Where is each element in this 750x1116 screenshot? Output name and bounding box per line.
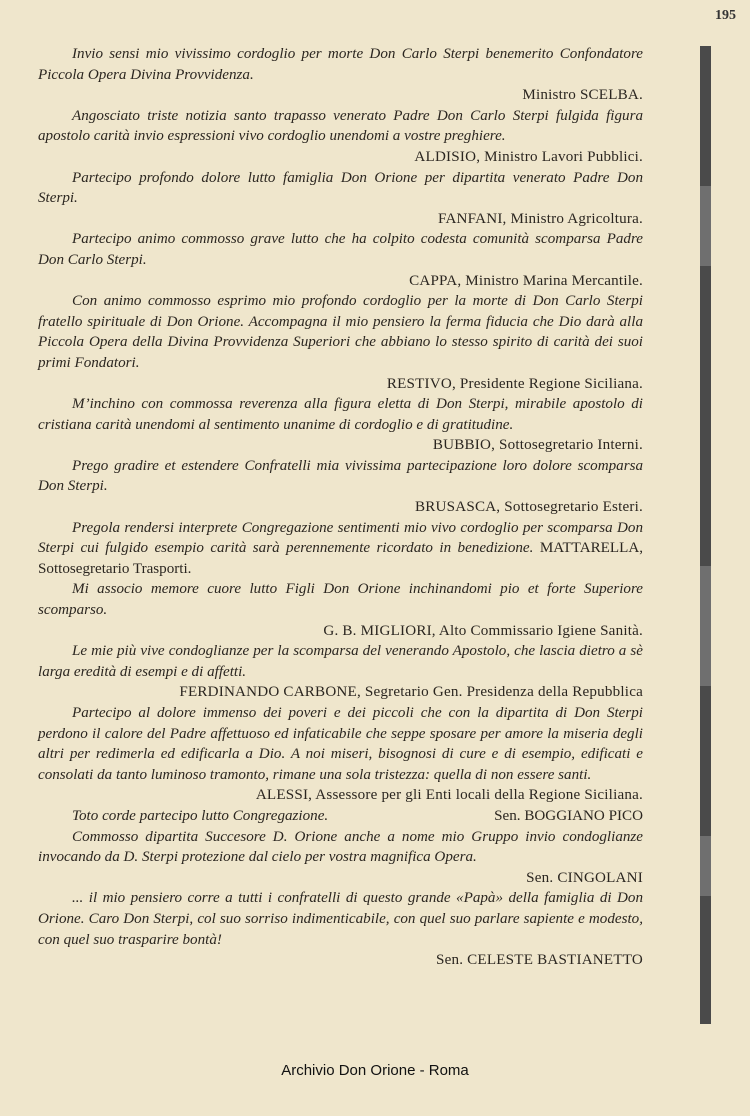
message-text: Mi associo memore cuore lutto Figli Don Orione inchinandomi pio et forte Superiore scomparso.: [38, 581, 643, 619]
message-scelba: [38, 44, 643, 106]
message-text: Partecipo al dolore immenso dei poveri e dei piccoli che con la dipartita di Don Sterpi perdono il calore del Padre affettuoso ed infaticabile che seppe sposare per amore la miseria degli altri per redimerla ed edificarla a Dio. A noi miseri, bisognosi di cure e di esempio, edificati e consolati da tanto luminoso tramonto, rimane una sola tristezza: quella di non essere santi.: [38, 705, 643, 783]
message-signature: BUBBIO, Sottosegretario Interni.: [432, 437, 643, 454]
message-body: Pregola rendersi interprete Congregazione sentimenti mio vivo cordoglio per scomparsa Don Sterpi cui fulgido esempio carità sarà perennemente ricordato in benedizione.: [38, 519, 643, 557]
message-text: M’inchino con commossa reverenza alla figura eletta di Don Sterpi, mirabile apostolo di cristiana carità unendomi al sentimento unanime di cordoglio e di gratitudine.: [38, 396, 643, 433]
message-signature: Sen. BOGGIANO PICO: [494, 807, 643, 824]
message-bastianetto: [38, 888, 643, 970]
message-cingolani: [38, 827, 643, 889]
message-signature: Ministro SCELBA.: [522, 87, 643, 104]
message-signature: Sen. CELESTE BASTIANETTO: [435, 952, 643, 969]
message-mattarella: [38, 518, 643, 580]
message-aldisio: [38, 106, 643, 168]
message-boggiano-pico: [38, 806, 643, 827]
archive-footer: Archivio Don Orione - Roma: [281, 1062, 469, 1079]
page-number: 195: [715, 8, 736, 23]
message-signature: RESTIVO, Presidente Regione Siciliana.: [386, 375, 643, 392]
message-text: Invio sensi mio vivissimo cordoglio per morte Don Carlo Sterpi benemerito Confondatore Piccola Opera Divina Provvidenza.: [38, 46, 643, 83]
message-text: Con animo commosso esprimo mio profondo cordoglio per la morte di Don Carlo Sterpi fratello spirituale di Don Orione. Accompagna il mio pensiero la ferma fiducia che Dio darà alla Piccola Opera della Divina Provvidenza Superiori che abbiano lo stesso spirito di carità dei suoi primi Fondatori.: [38, 293, 643, 371]
message-signature: BRUSASCA, Sottosegretario Esteri.: [415, 499, 643, 516]
message-text: ... il mio pensiero corre a tutti i confratelli di questo grande «Papà» della famiglia di Don Orione. Caro Don Sterpi, col suo sorriso indimenticabile, con quel suo parlare sapiente e modesto, con quel suo trasparire bontà!: [38, 890, 643, 948]
message-text: Toto corde partecipo lutto Congregazione.: [72, 807, 329, 824]
message-signature: G. B. MIGLIORI, Alto Commissario Igiene Sanità.: [323, 622, 643, 639]
message-signature: ALESSI, Assessore per gli Enti locali della Regione Siciliana.: [255, 787, 643, 804]
edge-bar-segment: [700, 836, 711, 896]
edge-bar-segment: [700, 566, 711, 686]
message-fanfani: [38, 168, 643, 230]
message-text: Le mie più vive condoglianze per la scomparsa del venerando Apostolo, che lascia dietro a sè larga eredità di esempi e di affetti.: [38, 643, 643, 680]
message-restivo: [38, 291, 643, 394]
message-bubbio: [38, 394, 643, 456]
message-signature: MATTARELLA, Sottosegretario Trasporti.: [38, 540, 643, 577]
message-text: Partecipo animo commosso grave lutto che ha colpito codesta comunità scomparsa Padre Don Carlo Sterpi.: [38, 231, 643, 268]
message-migliori: [38, 579, 643, 641]
message-signature: Sen. CINGOLANI: [526, 869, 643, 886]
message-text: Prego gradire et estendere Confratelli mia vivissima partecipazione loro dolore scomparsa Don Sterpi.: [38, 457, 643, 495]
message-text: Partecipo profondo dolore lutto famiglia Don Orione per dipartita venerato Padre Don Sterpi.: [38, 169, 643, 207]
message-text: Commosso dipartita Succesore D. Orione anche a nome mio Gruppo invio condoglianze invocando da D. Sterpi protezione dal cielo per vostra magnifica Opera.: [38, 828, 643, 866]
telegram-list: [38, 44, 643, 971]
message-carbone: [38, 641, 643, 703]
message-text: Angosciato triste notizia santo trapasso venerato Padre Don Carlo Sterpi fulgida figura apostolo carità invio espressioni vivo cordoglio unendomi a vostre preghiere.: [38, 107, 643, 145]
edge-bar-segment: [700, 186, 711, 266]
message-text: [38, 518, 643, 580]
message-signature: ALDISIO, Ministro Lavori Pubblici.: [414, 148, 643, 165]
message-signature: FANFANI, Ministro Agricoltura.: [437, 210, 643, 227]
message-alessi: [38, 703, 643, 806]
page-edge-bar: [700, 46, 711, 1024]
message-cappa: [38, 229, 643, 291]
message-brusasca: [38, 456, 643, 518]
message-signature: FERDINANDO CARBONE, Segretario Gen. Presidenza della Repubblica: [179, 684, 643, 701]
message-signature: CAPPA, Ministro Marina Mercantile.: [409, 272, 643, 289]
